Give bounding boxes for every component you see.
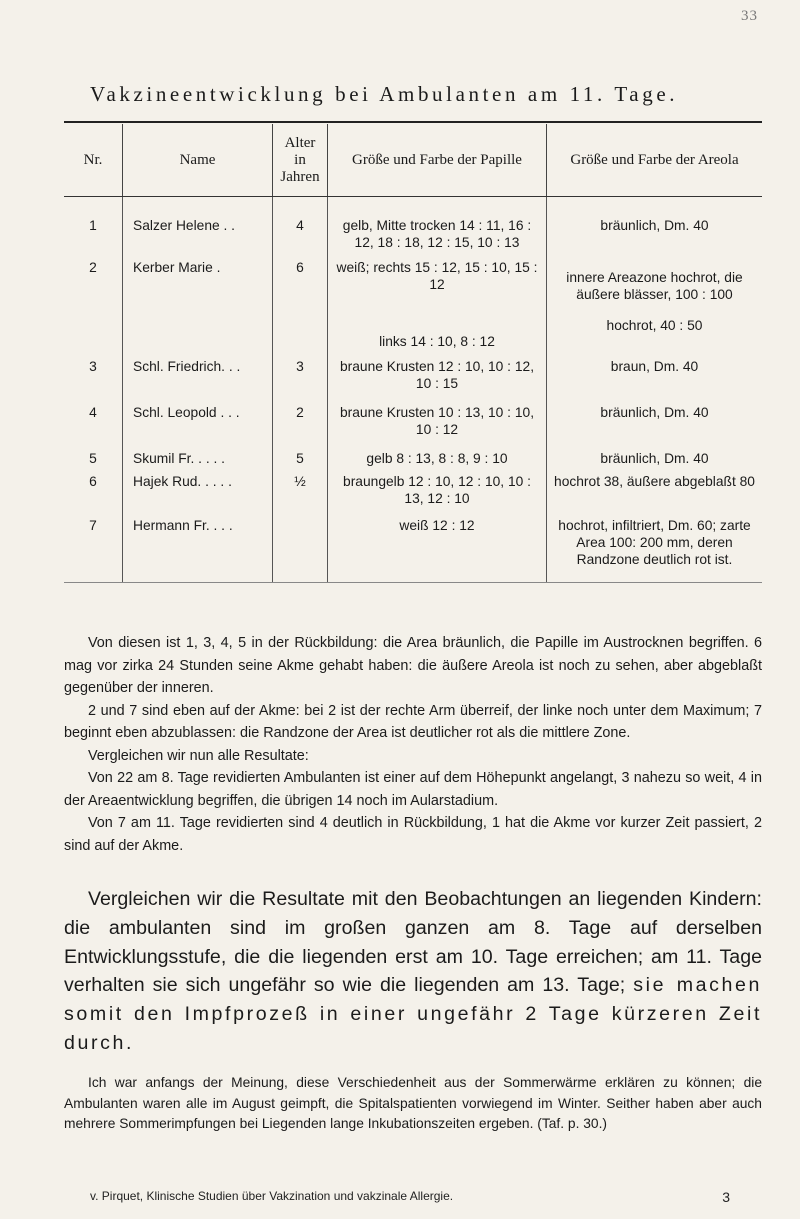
cell-name: Kerber Marie . [123, 251, 273, 350]
conclusion-text [64, 885, 762, 1058]
cell-papille: braune Krusten 10 : 13, 10 : 10, 10 : 12 [328, 392, 547, 438]
conclusion-lead: Vergleichen wir die Resultate mit den Beobachtungen an liegenden Kindern: die ambulanten sind im großen ganzen am 8. Tage auf derselben Entwicklungsstufe, die die liegenden erst am 10. Tage erreichen; am 11. Tage verhalten sie sich ungefähr so wie die liegenden am 13. Tage; [64, 888, 762, 997]
page-number: 33 [741, 8, 758, 24]
cell-name: Salzer Helene . . [123, 197, 273, 252]
remark-text [64, 1073, 762, 1135]
header-areola: Größe und Farbe der Areola [547, 124, 763, 197]
cell-areola: braun, Dm. 40 [547, 350, 763, 392]
page-title: Vakzineentwicklung bei Ambulanten am 11. Tage. [90, 82, 679, 106]
paragraph: 2 und 7 sind eben auf der Akme: bei 2 ist der rechte Arm überreif, der linke noch unter dem Maximum; 7 beginnt eben abzublassen: die Randzone der Area ist deutlicher rot als die mittlere Zone. [64, 702, 762, 741]
footer [90, 1189, 730, 1203]
cell-name: Hermann Fr. . . . [123, 507, 273, 583]
body-text [64, 632, 762, 857]
table-row [64, 392, 762, 438]
cell-areola [547, 251, 763, 350]
cell-papille: braune Krusten 12 : 10, 10 : 12, 10 : 15 [328, 350, 547, 392]
cell-name: Hajek Rud. . . . . [123, 467, 273, 507]
cell-nr: 1 [89, 218, 97, 233]
table-header-row [64, 124, 762, 197]
cell-areola: bräunlich, Dm. 40 [547, 438, 763, 467]
footer-citation: v. Pirquet, Klinische Studien über Vakzination und vakzinale Allergie. [90, 1189, 454, 1203]
cell-nr: 2 [89, 260, 97, 275]
areola-upper: innere Areazone hochrot, die äußere blässer, 100 : 100 [566, 270, 743, 302]
cell-age: ½ [273, 467, 328, 507]
table-top-rule [64, 121, 762, 123]
table-row [64, 467, 762, 507]
header-nr: Nr. [64, 124, 123, 197]
header-papille: Größe und Farbe der Papille [328, 124, 547, 197]
remark-paragraph: Ich war anfangs der Meinung, diese Verschiedenheit aus der Sommerwärme erklären zu können; die Ambulanten waren alle im August geimpft, die Spitalspatienten vorwiegend im Winter. Seither haben aber auch mehrere Sommerimpfungen bei Liegenden lange Inkubationszeiten ergeben. (Taf. p. 30.) [64, 1075, 762, 1131]
header-age: Alter in Jahren [273, 124, 328, 197]
areola-lower: hochrot, 40 : 50 [606, 318, 703, 333]
paragraph: Von 7 am 11. Tage revidierten sind 4 deutlich in Rückbildung, 1 hat die Akme vor kurzer Zeit passiert, 2 sind auf der Akme. [64, 815, 762, 854]
paragraph: Vergleichen wir nun alle Resultate: [88, 747, 309, 764]
conclusion-paragraph [64, 885, 762, 1058]
cell-nr: 5 [89, 451, 97, 466]
cell-nr: 3 [89, 359, 97, 374]
cell-name: Schl. Friedrich. . . [123, 350, 273, 392]
cell-areola: bräunlich, Dm. 40 [547, 392, 763, 438]
table-row [64, 197, 762, 252]
table-row [64, 507, 762, 583]
footer-page: 3 [722, 1189, 730, 1205]
cell-papille: braungelb 12 : 10, 12 : 10, 10 : 13, 12 : 10 [328, 467, 547, 507]
cell-areola: bräunlich, Dm. 40 [547, 197, 763, 252]
cell-areola: hochrot, infiltriert, Dm. 60; zarte Area 100: 200 mm, deren Randzone deutlich rot ist. [547, 507, 763, 583]
paragraph: Von diesen ist 1, 3, 4, 5 in der Rückbildung: die Area bräunlich, die Papille im Austrocknen begriffen. 6 mag vor zirka 24 Stunden seine Akme gehabt haben: die äußere Areola ist noch zu sehen, aber abgeblaßt gegenüber der inneren. [64, 635, 762, 696]
cell-papille: weiß 12 : 12 [328, 507, 547, 583]
paragraph: Von 22 am 8. Tage revidierten Ambulanten ist einer auf dem Höhepunkt angelangt, 3 nahezu so weit, 4 in der Areaentwicklung begriffen, die übrigen 14 noch im Aularstadium. [64, 770, 762, 809]
vaccine-table [64, 124, 762, 583]
table-row [64, 251, 762, 350]
cell-age: 4 [273, 197, 328, 252]
cell-age: 3 [273, 350, 328, 392]
table-row [64, 350, 762, 392]
conclusion-emphasis: sie machen somit den Impfprozeß in einer ungefähr 2 Tage kürzeren Zeit durch. [64, 974, 762, 1054]
cell-papille [328, 251, 547, 350]
cell-name: Schl. Leopold . . . [123, 392, 273, 438]
cell-age: 6 [273, 251, 328, 350]
cell-nr: 6 [89, 474, 97, 489]
cell-age: 2 [273, 392, 328, 438]
cell-name: Skumil Fr. . . . . [123, 438, 273, 467]
papille-left: links 14 : 10, 8 : 12 [379, 334, 495, 349]
papille-right: weiß; rechts 15 : 12, 15 : 10, 15 : 12 [336, 260, 538, 292]
cell-papille: gelb 8 : 13, 8 : 8, 9 : 10 [328, 438, 547, 467]
header-name: Name [123, 124, 273, 197]
table-row [64, 438, 762, 467]
cell-papille: gelb, Mitte trocken 14 : 11, 16 : 12, 18 : 18, 12 : 15, 10 : 13 [328, 197, 547, 252]
cell-age: 5 [273, 438, 328, 467]
cell-age [273, 507, 328, 583]
cell-areola: hochrot 38, äußere abgeblaßt 80 [547, 467, 763, 507]
cell-nr: 7 [64, 507, 123, 583]
cell-nr: 4 [89, 405, 97, 420]
